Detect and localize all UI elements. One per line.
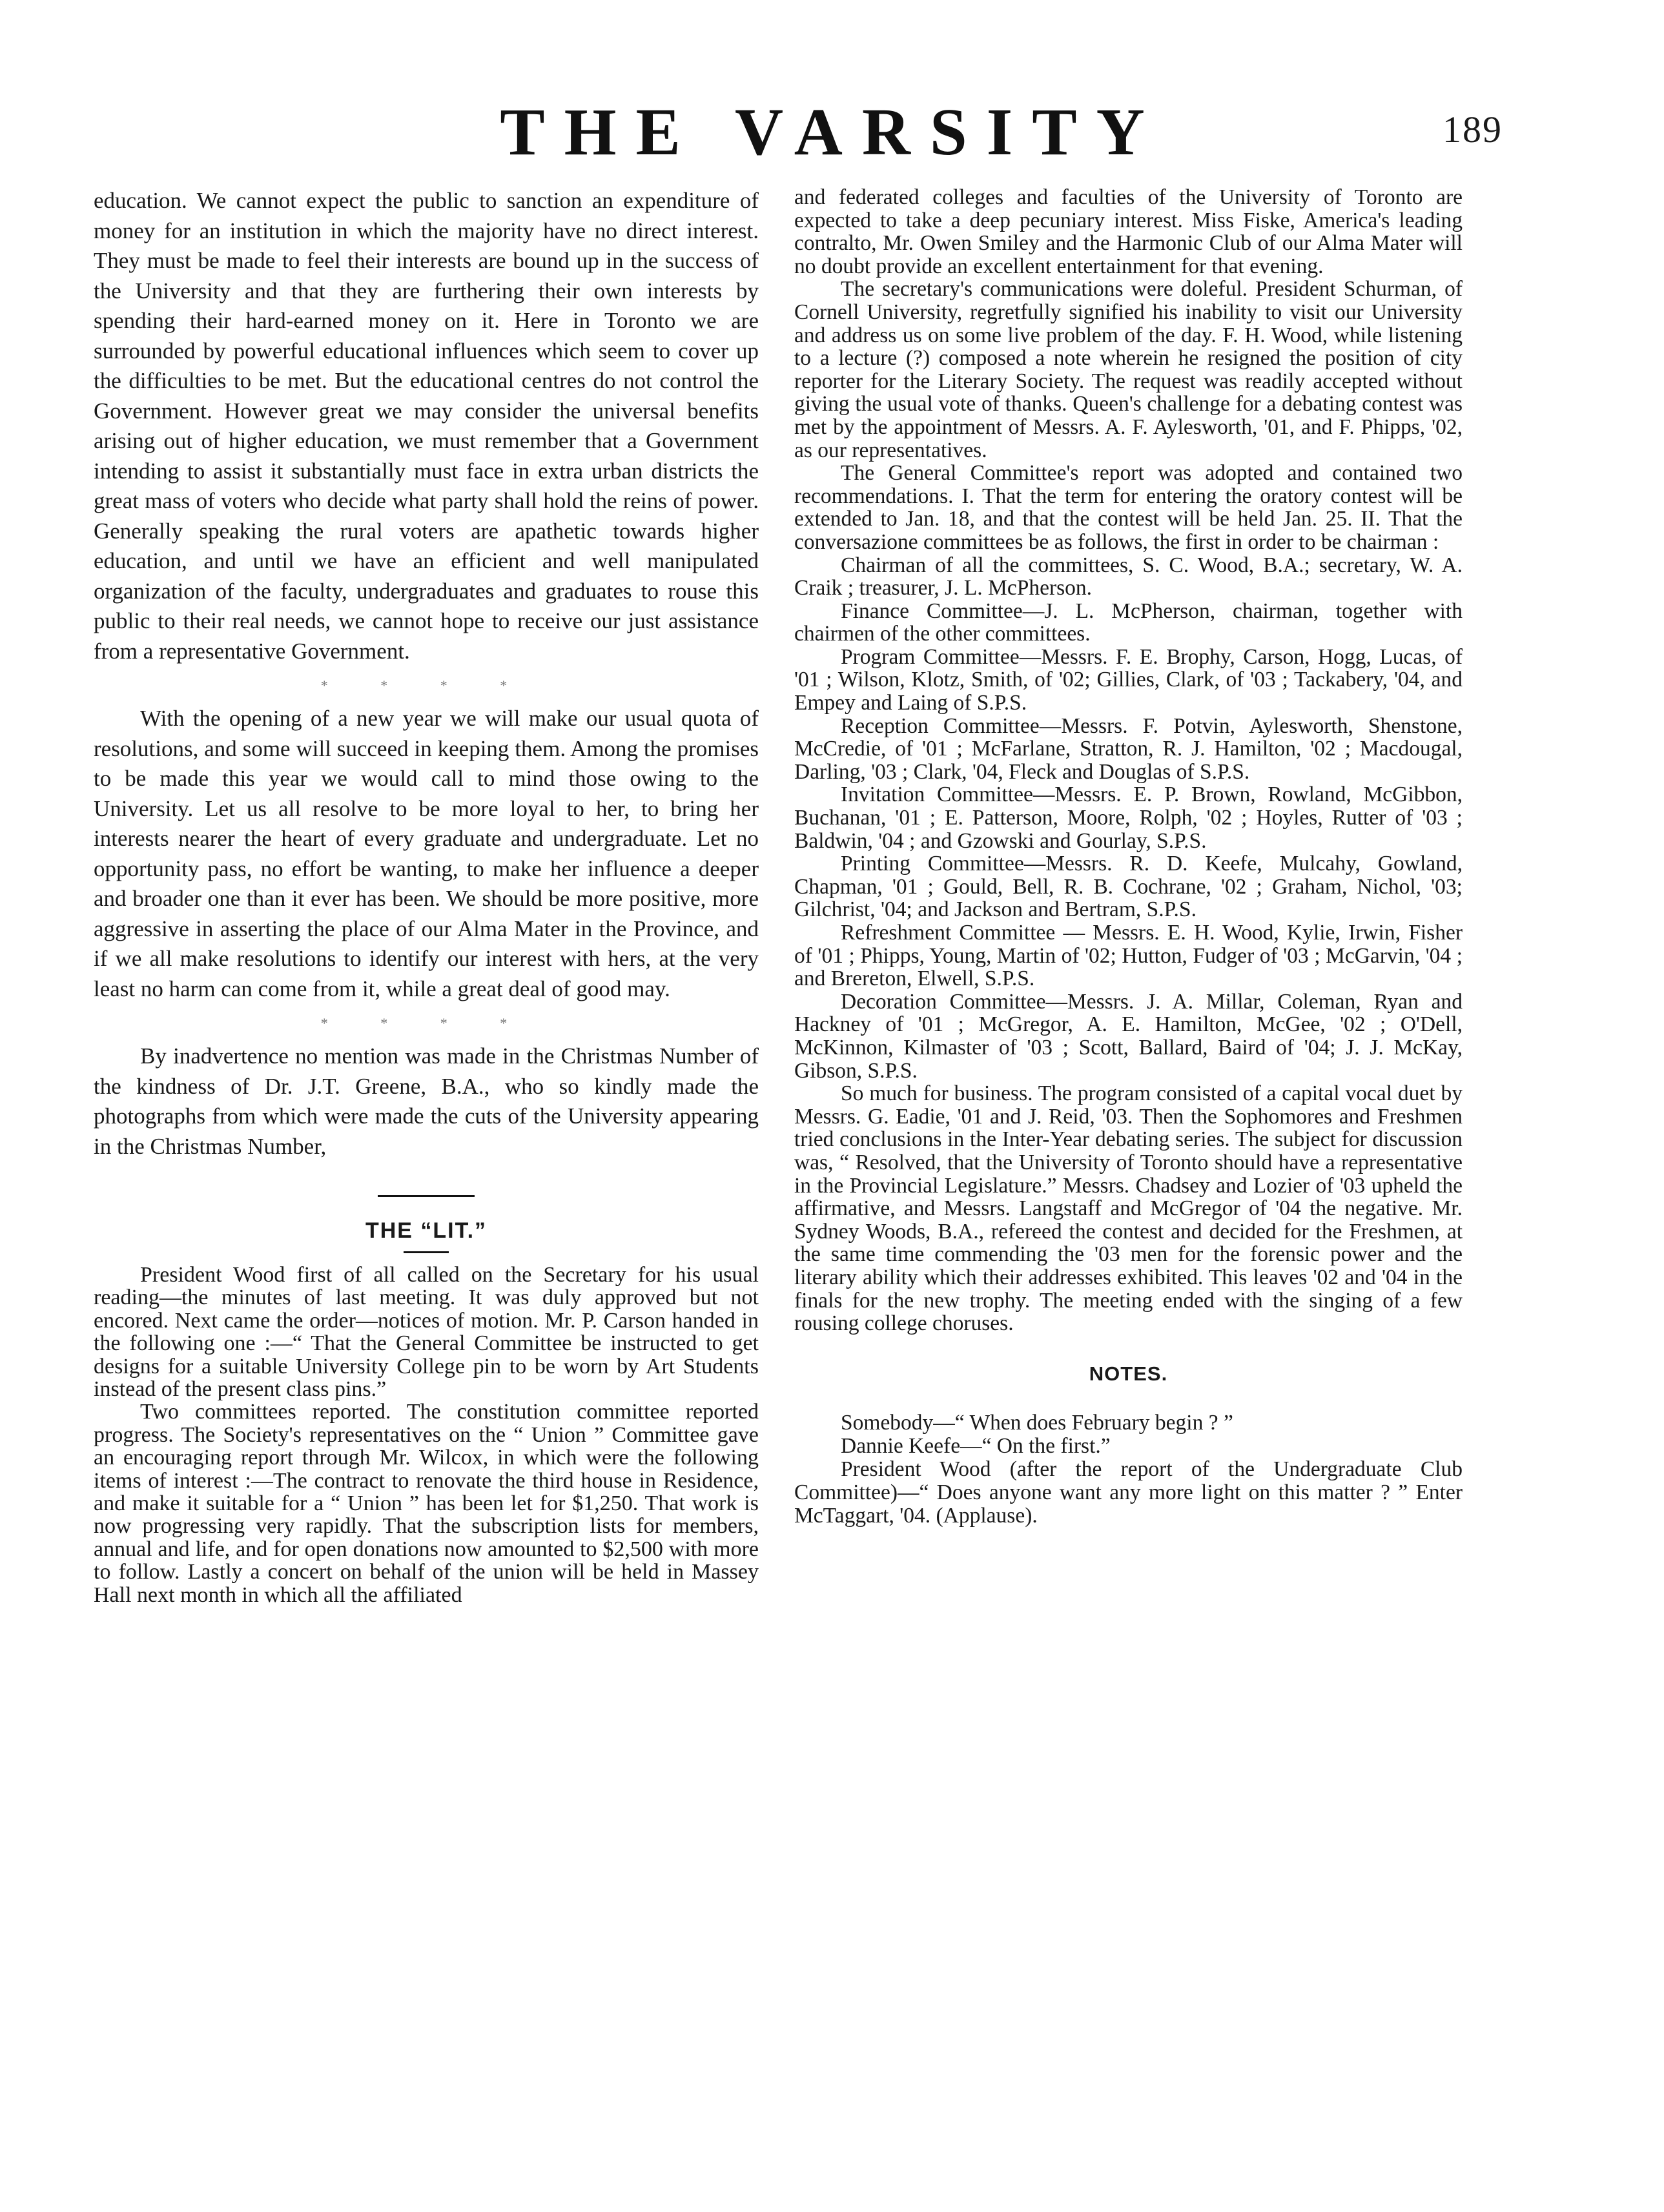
decoration-committee-paragraph: Decoration Committee—Messrs. J. A. Millar, Coleman, Ryan and Hackney of '01 ; McGregor, A. E. Hamilton, McGee, '02 ; O'Dell, McKinnon, Kilmaster of '03 ; Scott, Ballard, Baird of '04; J. J. McKay, Gibson, S.P.S. [794, 989, 1463, 1083]
section-separator: * * * * [320, 677, 532, 693]
editorial-paragraph-1: education. We cannot expect the public to sanction an expenditure of money for an institution in which the majority have no direct interest. They must be made to feel their interests are bound up in the success of the University and that they are furthering their own interests by spending their hard-earned money on it. Here in Toronto we are surrounded by powerful educational influences which seem to cover up the difficulties to be met. But the educational centres do not control the Government. However great we may consider the universal benefits arising out of higher education, we must remember that a Government intending to assist it substantially must face in extra urban districts the great mass of voters who decide what party shall hold the reins of power. Generally speaking the rural voters are apathetic towards higher education, and until we have an efficient and well manipulated organization of the faculty, undergraduates and graduates to rouse this public to their real needs, we cannot hope to receive our just assistance from a representative Government. [94, 188, 759, 664]
program-paragraph: So much for business. The program consisted of a capital vocal duet by Messrs. G. Eadie, '01 and J. Reid, '03. Then the Sophomores and Freshmen tried conclusions in the Inter-Year debating series. The subject for discussion was, “ Resolved, that the University of Toronto should have a representative in the Provincial Legislature.” Messrs. Chadsey and Lozier of '03 upheld the affirmative, and Messrs. Langstaff and McGregor of '04 the negative. Mr. Sydney Woods, B.A., refereed the contest and decided for the Freshmen, at the same time commending the '03 men for the forensic power and the literary ability which their addresses exhibited. This leaves '02 and '04 in the finals for the new trophy. The meeting ended with the singing of a few rousing college choruses. [794, 1081, 1463, 1336]
committee-report-paragraph: The General Committee's report was adopted and contained two recommendations. I. That the term for entering the oratory contest will be extended to Jan. 18, and that the contest will be held Jan. 25. II. That the conversazione committees be as follows, the first in order to be chairman : [794, 461, 1463, 554]
right-column [794, 186, 1463, 1528]
left-column [94, 186, 759, 1606]
lit-paragraph-1: President Wood first of all called on the Secretary for his usual reading—the minutes of last meeting. It was duly approved but not encored. Next came the order—notices of motion. Mr. P. Carson handed in the following one :—“ That the General Committee be instructed to get designs for a suitable University College pin to be worn by Art Students instead of the present class pins.” [94, 1263, 759, 1402]
finance-committee-paragraph: Finance Committee—J. L. McPherson, chairman, together with chairmen of the other committees. [794, 599, 1463, 646]
invitation-committee-paragraph: Invitation Committee—Messrs. E. P. Brown, Rowland, McGibbon, Buchanan, '01 ; E. Patterson, Moore, Rolph, '02 ; Hoyles, Rutter of '03 ; Baldwin, '04 ; and Gzowski and Gourlay, S.P.S. [794, 783, 1463, 853]
masthead-title: THE VARSITY [500, 95, 1164, 169]
heading-underline [404, 1251, 449, 1253]
lit-continuation-paragraph: and federated colleges and faculties of the University of Toronto are expected to take a deep pecuniary interest. Miss Fiske, America's leading contralto, Mr. Owen Smiley and the Harmonic Club of our Alma Mater will no doubt provide an excellent entertainment for that evening. [794, 185, 1463, 278]
secretary-paragraph: The secretary's communications were doleful. President Schurman, of Cornell University, regretfully signified his inability to visit our University and address us on some live problem of the day. F. H. Wood, while listening to a lecture (?) composed a note wherein he resigned the position of city reporter for the Literary Society. The request was readily accepted without giving the usual vote of thanks. Queen's challenge for a debating contest was met by the appointment of Messrs. A. F. Aylesworth, '01, and F. Phipps, '02, as our representatives. [794, 277, 1463, 462]
note-line-3: President Wood (after the report of the Undergraduate Club Committee)—“ Does anyone want any more light on this matter ? ” Enter McTaggart, '04. (Applause). [794, 1457, 1463, 1528]
lit-heading: THE “LIT.” [365, 1218, 488, 1243]
reception-committee-paragraph: Reception Committee—Messrs. F. Potvin, Aylesworth, Shenstone, McCredie, of '01 ; McFarlane, Stratton, R. J. Hamilton, '02 ; Macdougal, Darling, '03 ; Clark, '04, Fleck and Douglas of S.P.S. [794, 713, 1463, 784]
program-committee-paragraph: Program Committee—Messrs. F. E. Brophy, Carson, Hogg, Lucas, of '01 ; Wilson, Klotz, Smith, of '02; Gillies, Clark, of '03 ; Tackabery, '04, and Empey and Laing of S.P.S. [794, 644, 1463, 715]
refreshment-committee-paragraph: Refreshment Committee — Messrs. E. H. Wood, Kylie, Irwin, Fisher of '01 ; Phipps, Young, Martin of '02; Hutton, Fudger of '03 ; McGarvin, '04 ; and Brereton, Elwell, S.P.S. [794, 921, 1463, 991]
printing-committee-paragraph: Printing Committee—Messrs. R. D. Keefe, Mulcahy, Gowland, Chapman, '01 ; Gould, Bell, R. B. Cochrane, '02 ; Graham, Nichol, '03; Gilchrist, '04; and Jackson and Bertram, S.P.S. [794, 852, 1463, 922]
notes-heading: NOTES. [1089, 1362, 1168, 1385]
editorial-paragraph-2: With the opening of a new year we will make our usual quota of resolutions, and some will succeed in keeping them. Among the promises to be made this year we would call to mind those owing to the University. Let us all resolve to be more loyal to her, to bring her interests nearer the heart of every graduate and undergraduate. Let no opportunity pass, no effort be wanting, to make her influence a deeper and broader one than it ever has been. We should be more positive, more aggressive in asserting the place of our Alma Mater in the Province, and if we all make resolutions to identify our interest with hers, at the very least no harm can come from it, while a great deal of good may. [94, 706, 759, 1001]
divider-rule [378, 1195, 475, 1197]
page-number: 189 [1443, 108, 1503, 150]
editorial-paragraph-3: By inadvertence no mention was made in the Christmas Number of the kindness of Dr. J.T. Greene, B.A., who so kindly made the photographs from which were made the cuts of the University appearing in the Christmas Number, [94, 1043, 759, 1159]
lit-paragraph-2: Two committees reported. The constitution committee reported progress. The Society's representatives on the “ Union ” Committee gave an encouraging report through Mr. Wilcox, in which were the following items of interest :—The contract to renovate the third house in Residence, and make it suitable for a “ Union ” has been let for $1,250. That work is now progressing very rapidly. That the subscription lists for members, annual and life, and for open donations now amounted to $2,500 with more to follow. Lastly a concert on behalf of the union will be held in Massey Hall next month in which all the affiliated [94, 1400, 759, 1607]
note-line-2: Dannie Keefe—“ On the first.” [841, 1433, 1111, 1458]
lit-article [94, 1264, 759, 1606]
chairman-paragraph: Chairman of all the committees, S. C. Wood, B.A.; secretary, W. A. Craik ; treasurer, J. L. McPherson. [794, 553, 1463, 600]
notes-section [794, 1411, 1463, 1528]
masthead [0, 97, 1664, 168]
section-separator: * * * * [320, 1015, 532, 1031]
note-line-1: Somebody—“ When does February begin ? ” [841, 1410, 1233, 1435]
